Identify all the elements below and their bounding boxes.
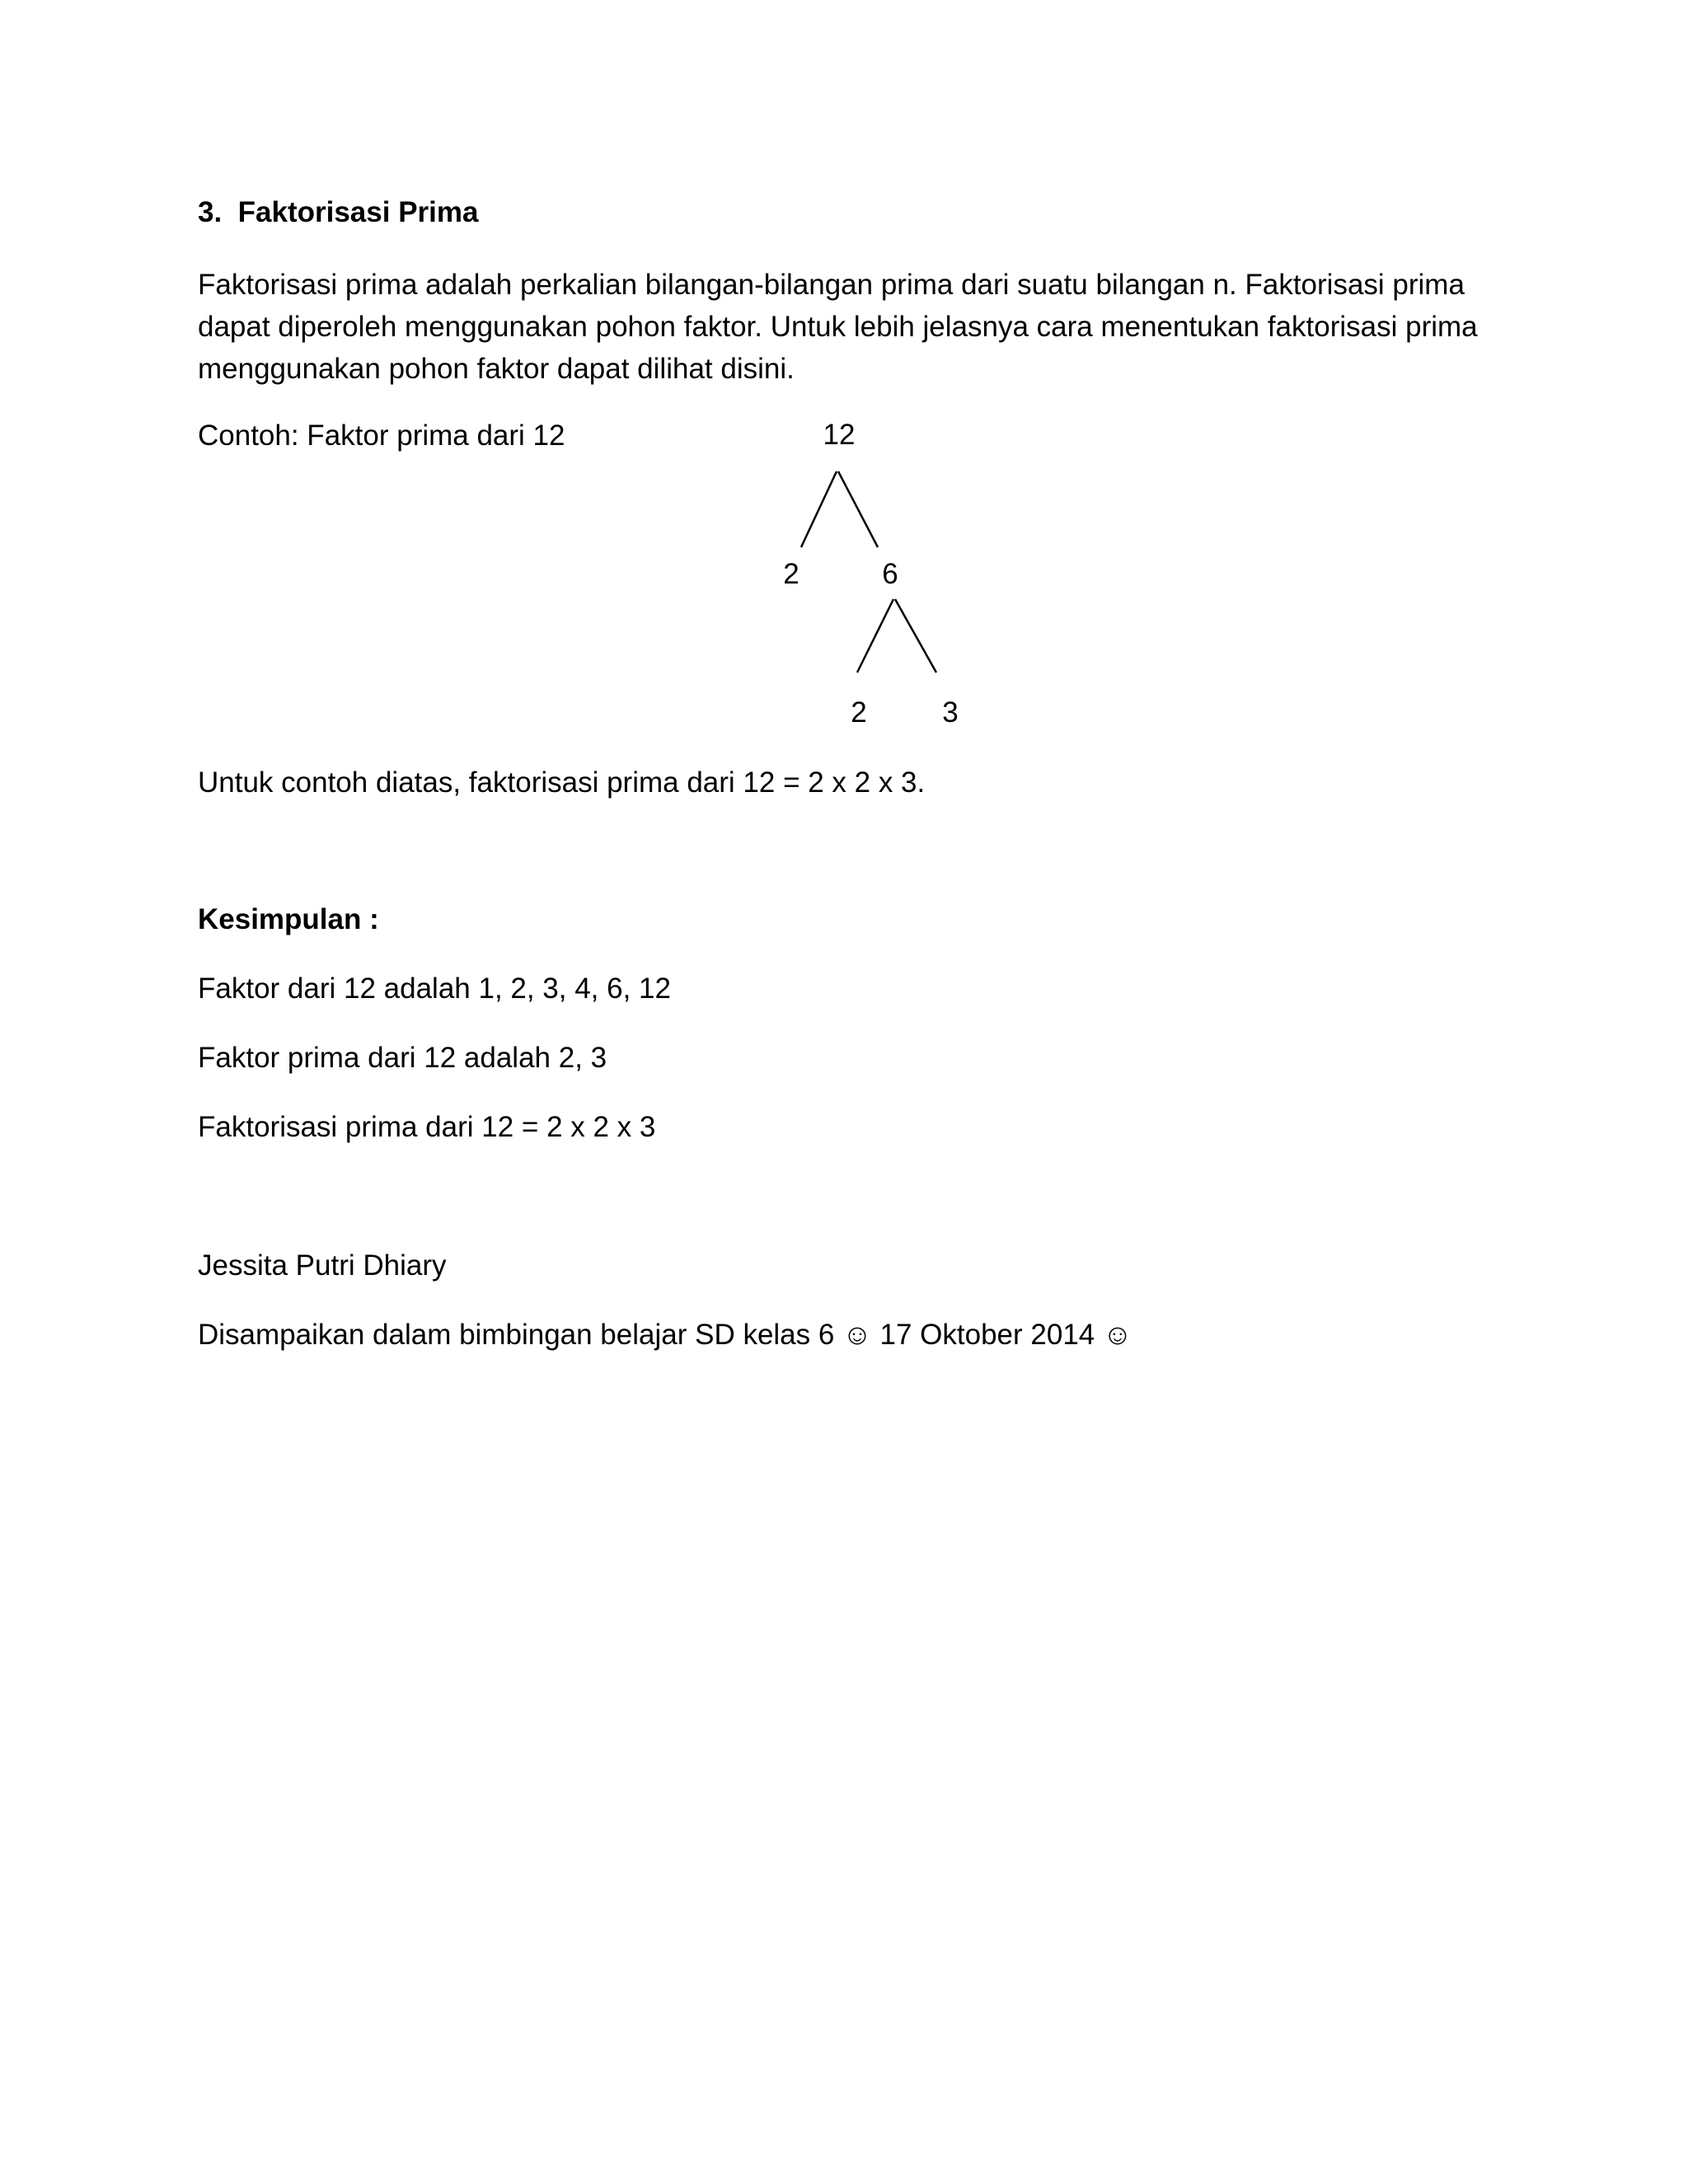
tree-node-prime: 2 [851, 696, 867, 729]
example-result: Untuk contoh diatas, faktorisasi prima dari 12 = 2 x 2 x 3. [198, 766, 926, 799]
section-title: Faktorisasi Prima [237, 196, 479, 228]
tree-branch [857, 599, 893, 673]
tree-node-prime: 3 [942, 696, 959, 729]
tree-node-root: 12 [823, 419, 856, 451]
section-number: 3. [198, 196, 223, 228]
tree-branch [801, 471, 837, 547]
tree-node-prime: 2 [783, 558, 799, 590]
tree-node-composite: 6 [882, 558, 898, 590]
tree-branch [895, 599, 936, 673]
intro-line: dapat diperoleh menggunakan pohon faktor. Untuk lebih jelasnya cara menentukan faktorisasi prima [198, 311, 1478, 343]
conclusion-item: Faktor dari 12 adalah 1, 2, 3, 4, 6, 12 [198, 972, 671, 1005]
intro-line: Faktorisasi prima adalah perkalian bilangan-bilangan prima dari suatu bilangan n. Faktorisasi prima [198, 269, 1465, 301]
intro-line: menggunakan pohon faktor dapat dilihat disini. [198, 353, 795, 385]
footer-note: Disampaikan dalam bimbingan belajar SD kelas 6 ☺ 17 Oktober 2014 ☺ [198, 1319, 1132, 1351]
conclusion-item: Faktorisasi prima dari 12 = 2 x 2 x 3 [198, 1111, 656, 1143]
example-label: Contoh: Faktor prima dari 12 [198, 419, 565, 452]
conclusion-title: Kesimpulan : [198, 903, 379, 935]
conclusion-item: Faktor prima dari 12 adalah 2, 3 [198, 1042, 607, 1074]
author-name: Jessita Putri Dhiary [198, 1249, 447, 1282]
tree-branch [838, 471, 878, 547]
